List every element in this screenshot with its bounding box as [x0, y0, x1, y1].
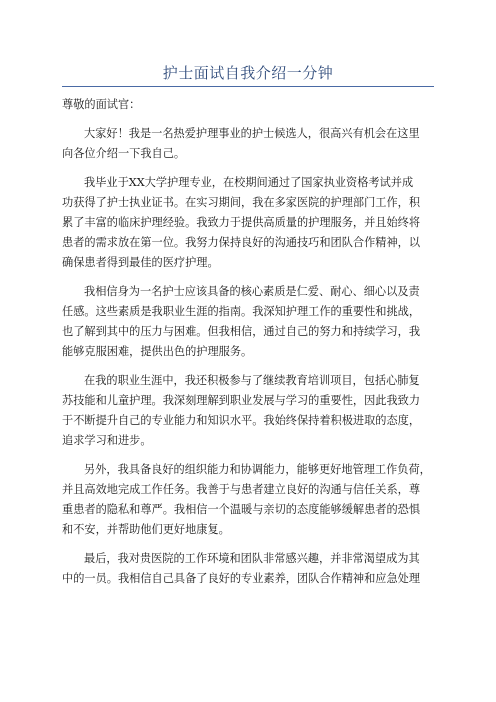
paragraph-3 — [62, 282, 436, 362]
paragraph-line: 中的一员。我相信自己具备了良好的专业素养，团队合作精神和应急处理 — [62, 572, 421, 585]
paragraph-line: 苏技能和儿童护理。我深刻理解到职业发展与学习的重要性，因此我致力 — [62, 394, 421, 407]
paragraph-line: 并且高效地完成工作任务。我善于与患者建立良好的沟通与信任关系，尊 — [62, 483, 421, 496]
paragraph-4 — [62, 371, 436, 451]
paragraph-line: 和不安，并帮助他们更好地康复。 — [62, 523, 230, 536]
paragraph-line: 最后，我对贵医院的工作环境和团队非常感兴趣，并非常渴望成为其 — [84, 552, 420, 565]
paragraph-line: 也了解到其中的压力与困难。但我相信，通过自己的努力和持续学习，我 — [62, 325, 421, 338]
paragraph-line: 患者的需求放在第一位。我努力保持良好的沟通技巧和团队合作精神，以 — [62, 236, 421, 249]
paragraph-1 — [62, 124, 436, 164]
paragraph-line: 我毕业于XX大学护理专业，在校期间通过了国家执业资格考试并成 — [84, 176, 414, 189]
page-title: 护士面试自我介绍一分钟 — [162, 64, 334, 82]
paragraph-line: 另外，我具备良好的组织能力和协调能力，能够更好地管理工作负荷， — [84, 463, 431, 476]
paragraph-line: 追求学习和进步。 — [62, 434, 152, 447]
paragraph-line: 功获得了护士执业证书。在实习期间，我在多家医院的护理部门工作，积 — [62, 196, 421, 209]
paragraph-line: 大家好！我是一名热爱护理事业的护士候选人，很高兴有机会在这里 — [84, 127, 420, 140]
paragraph-line: 确保患者得到最佳的医疗护理。 — [62, 256, 219, 269]
paragraph-2 — [62, 173, 436, 273]
paragraph-line: 在我的职业生涯中，我还积极参与了继续教育培训项目，包括心肺复 — [84, 374, 420, 387]
paragraph-line: 能够克服困难，提供出色的护理服务。 — [62, 345, 253, 358]
paragraph-6 — [62, 549, 436, 589]
paragraph-line: 任感。这些素质是我职业生涯的指南。我深知护理工作的重要性和挑战， — [62, 305, 421, 318]
paragraph-5 — [62, 460, 436, 540]
salutation: 尊敬的面试官： — [62, 98, 141, 111]
paragraph-line: 重患者的隐私和尊严。我相信一个温暖与亲切的态度能够缓解患者的恐惧 — [62, 503, 421, 516]
paragraph-line: 向各位介绍一下我自己。 — [62, 147, 186, 160]
document-body — [62, 95, 436, 598]
title-divider — [62, 86, 434, 87]
paragraph-line: 累了丰富的临床护理经验。我致力于提供高质量的护理服务，并且始终将 — [62, 216, 421, 229]
paragraph-line: 我相信身为一名护士应该具备的核心素质是仁爱、耐心、细心以及责 — [84, 285, 420, 298]
paragraph-line: 于不断提升自己的专业能力和知识水平。我始终保持着积极进取的态度， — [62, 414, 421, 427]
